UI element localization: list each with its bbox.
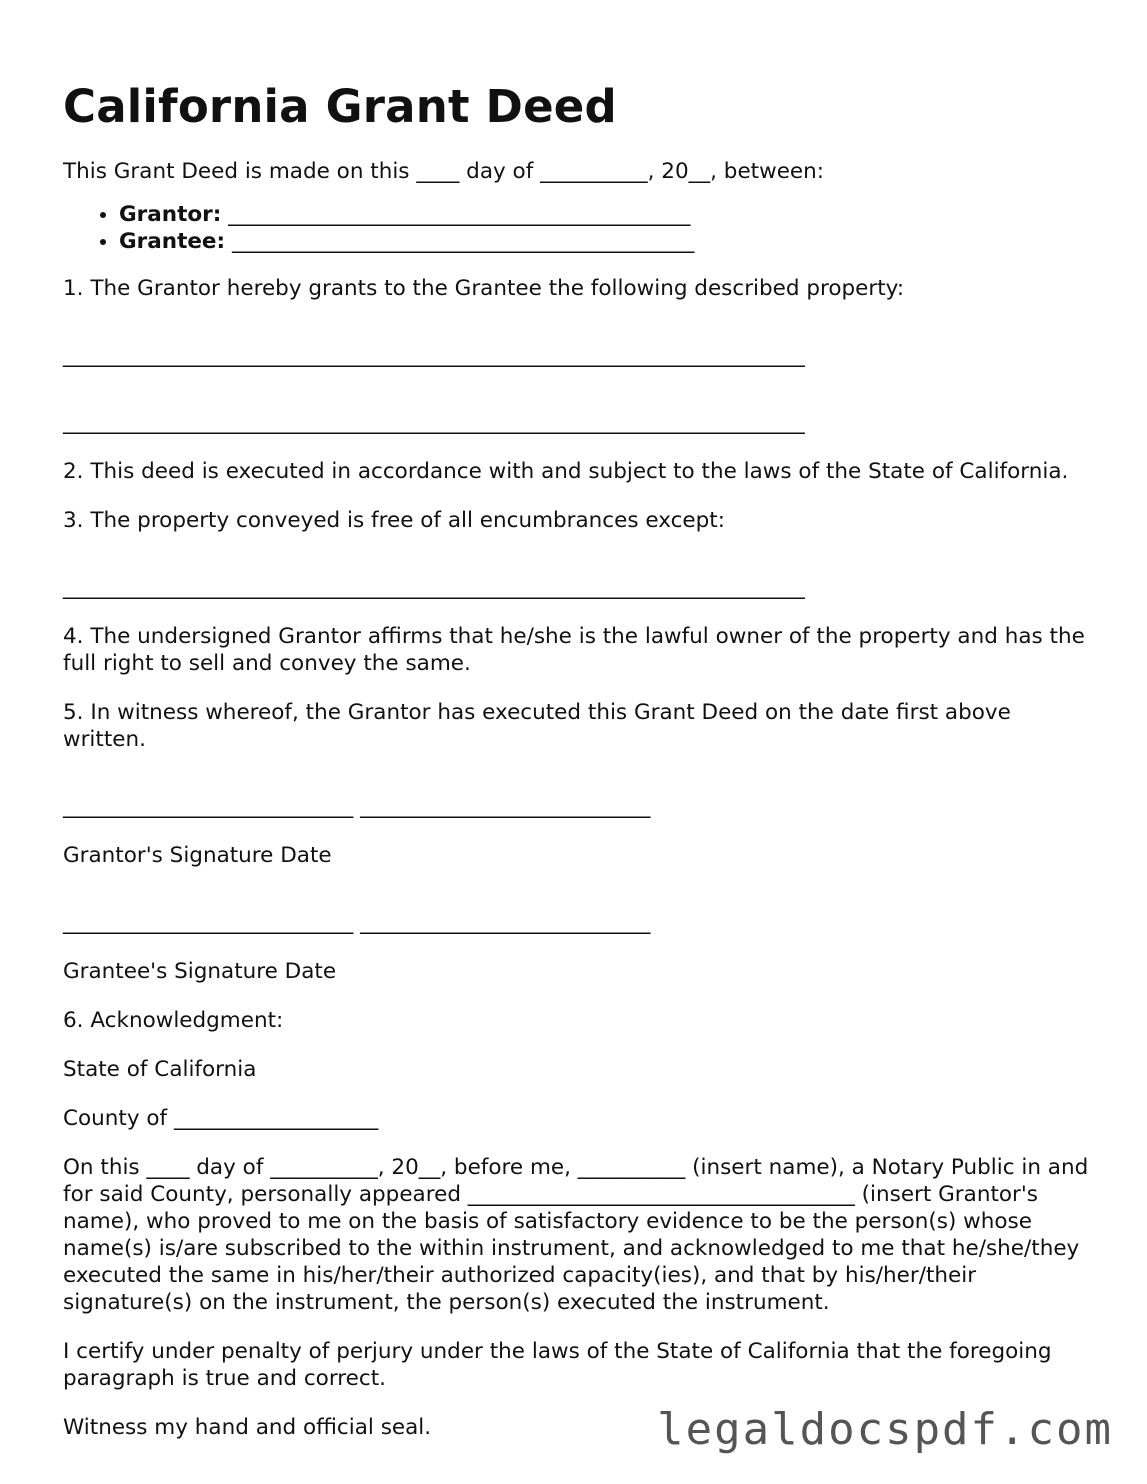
party-blank: ___________________________________________ [225,229,695,254]
clause-3: 3. The property conveyed is free of all encumbrances except: [63,508,725,533]
property-description-line: _____________________________________________________________________ [63,410,805,435]
party-blank: ___________________________________________ [221,202,691,227]
clause-2: 2. This deed is executed in accordance with and subject to the laws of the State of California. [63,459,1069,484]
document-title: California Grant Deed [63,80,617,133]
grantee-signature-line: ___________________________ ___________________________ [63,910,651,935]
site-watermark-logo: legaldocspdf.com [657,1404,1113,1455]
parties-list [63,201,1093,255]
perjury-statement: I certify under penalty of perjury under the laws of the State of California that the foregoing paragraph is true and correct. [63,1339,1052,1391]
clause-6: 6. Acknowledgment: [63,1008,284,1033]
clause-1: 1. The Grantor hereby grants to the Grantee the following described property: [63,276,905,301]
intro-paragraph: This Grant Deed is made on this ____ day of __________, 20__, between: [63,159,825,184]
acknowledgment-county: County of ___________________ [63,1106,379,1131]
clause-5: 5. In witness whereof, the Grantor has executed this Grant Deed on the date first above written. [63,700,1011,752]
grantor-signature-label: Grantor's Signature Date [63,843,332,868]
property-description-line: _____________________________________________________________________ [63,343,805,368]
notary-paragraph: On this ____ day of __________, 20__, before me, __________ (insert name), a Notary Public in and for said County, personally appeared ____________________________________ (insert Grantor's name), who proved to me on the basis of satisfactory evidence to be the person(s) whose name(s) is/are subscribed to the within instrument, and acknowledged to me that he/she/they executed the same in his/her/their authorized capacity(ies), and that by his/her/their signature(s) on the instrument, the person(s) executed the instrument. [63,1155,1089,1315]
party-grantor [119,201,1093,228]
party-label: Grantor: [119,202,222,227]
grantor-signature-line: ___________________________ ___________________________ [63,794,651,819]
party-grantee [119,228,1093,255]
clause-4: 4. The undersigned Grantor affirms that he/she is the lawful owner of the property and has the full right to sell and convey the same. [63,624,1085,676]
encumbrance-line: _____________________________________________________________________ [63,575,805,600]
grantee-signature-label: Grantee's Signature Date [63,959,337,984]
witness-statement: Witness my hand and official seal. [63,1415,432,1440]
acknowledgment-state: State of California [63,1057,257,1082]
document-page [63,78,1093,1463]
party-label: Grantee: [119,229,226,254]
